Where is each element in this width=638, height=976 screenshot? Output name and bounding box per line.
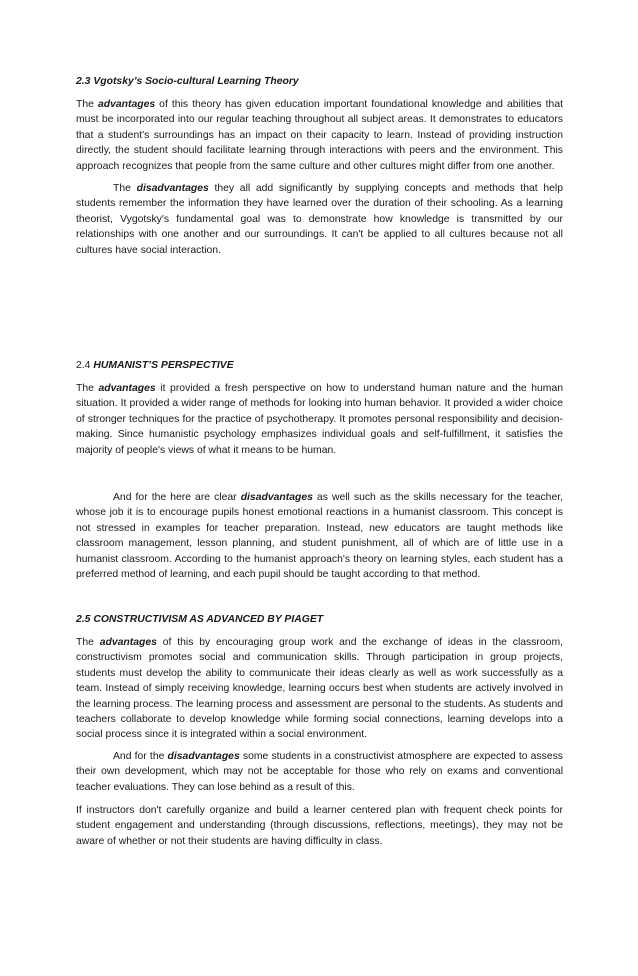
paragraph-lead: The xyxy=(76,383,99,394)
paragraph-lead: The xyxy=(76,637,100,648)
constructivism-disadvantages-paragraph xyxy=(76,749,563,795)
keyword-disadvantages: disadvantages xyxy=(167,751,240,762)
paragraph-body: they all add significantly by supplying concepts and methods that help students remember the information they have learned over the duration of their schooling. As a learning theorist, Vygotsky's fundamental goal was to demonstrate how knowledge is transmitted by our relationships with one another and our surroundings. It can't be applied to all cultures because not all cultures have social interaction. xyxy=(76,183,563,256)
keyword-advantages: advantages xyxy=(99,637,157,648)
section-number: 2.4 xyxy=(76,360,94,371)
paragraph-body: some students in a constructivist atmosphere are expected to assess their own development, which may not be acceptable for those who rely on exams and conventional teacher evaluations. They can lose behind as a result of this. xyxy=(76,751,563,793)
section-heading-humanist xyxy=(76,359,563,373)
section-heading-vygotsky: 2.3 Vgotsky’s Socio-cultural Learning Theory xyxy=(76,76,299,87)
constructivism-instructors-paragraph: If instructors don't carefully organize and build a learner centered plan with frequent check points for student engagement and understanding (through discussions, reflections, meetings), they may not be aware of whether or not their students are having difficulty in class. xyxy=(76,805,563,847)
keyword-disadvantages: disadvantages xyxy=(136,183,209,194)
paragraph-body: of this by encouraging group work and the exchange of ideas in the classroom, constructivism promotes social and communication skills. Through participation in group projects, students must develop the ability to communicate their ideas clearly as well as work successfully as a team. Instead of simply receiving knowledge, learning occurs best when students are actively involved in the learning process. The learning process and assessment are personal to the students. As students and teachers collaborate to develop knowledge while forming social connections, learning develops into a social process since it is integrated within a social environment. xyxy=(76,637,563,741)
constructivism-advantages-paragraph xyxy=(76,635,563,743)
paragraph-body: of this theory has given education important foundational knowledge and abilities that must be incorporated into our regular teaching throughout all subject areas. It demonstrates to educators that a student's surroundings has an impact on their capacity to learn. Instead of providing instruction directly, the student should facilitate learning through interactions with peers and the environment. This approach recognizes that people from the same culture and other cultures might differ from one another. xyxy=(76,99,563,172)
paragraph-lead: The xyxy=(113,183,137,194)
humanist-advantages-paragraph xyxy=(76,381,563,458)
paragraph-lead: The xyxy=(76,99,98,110)
paragraph-body: as well such as the skills necessary for the teacher, whose job it is to encourage pupils honest emotional reactions in a humanist classroom. This concept is not stressed in examples for teacher preparation. Instead, new educators are taught methods like classroom management, lesson planning, and student punishment, all of which are of little use in a humanist classroom. According to the humanist approach's theory on learning styles, each student has a preferred method of learning, and each pupil should be taught according to that method. xyxy=(76,492,563,581)
vygotsky-disadvantages-paragraph xyxy=(76,181,563,258)
paragraph-lead: And for the here are clear xyxy=(113,492,241,503)
section-heading-constructivism: 2.5 CONSTRUCTIVISM AS ADVANCED BY PIAGET xyxy=(76,614,324,625)
keyword-disadvantages: disadvantages xyxy=(240,492,313,503)
humanist-disadvantages-paragraph xyxy=(76,490,563,582)
section-title: HUMANIST’S PERSPECTIVE xyxy=(93,360,234,371)
keyword-advantages: advantages xyxy=(97,99,156,110)
paragraph-lead: And for the xyxy=(113,751,168,762)
paragraph-body: it provided a fresh perspective on how to understand human nature and the human situation. It provided a wider range of methods for looking into human behavior. It provided a wider choice of stronger techniques for the practice of psychotherapy. It promotes personal responsibility and decision-making. Since humanistic psychology emphasizes individual goals and self-fulfillment, it satisfies the majority of people's views of what it means to be human. xyxy=(76,383,564,456)
keyword-advantages: advantages xyxy=(98,383,156,394)
vygotsky-advantages-paragraph xyxy=(76,97,563,174)
